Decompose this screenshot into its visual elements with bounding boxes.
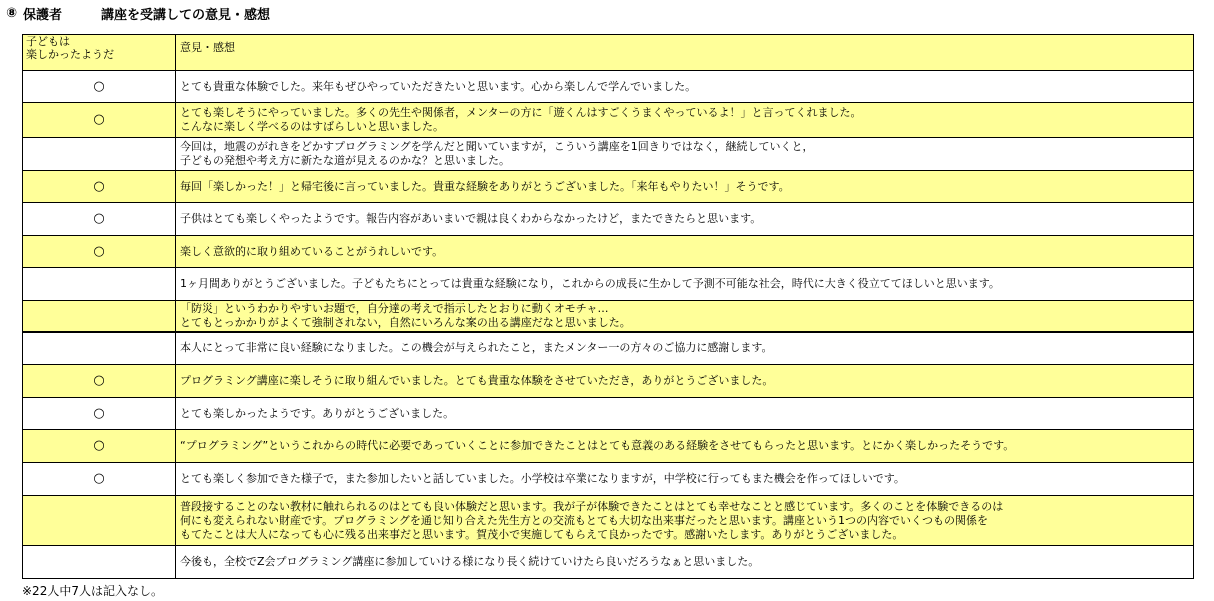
comment-line: とても楽しかったようです。ありがとうございました。 xyxy=(180,406,455,420)
comment-line: とても楽しそうにやっていました。多くの先生や関係者，メンターの方に「遊くんはすごくうまくやっているよ！」と言ってくれました。 xyxy=(180,106,862,119)
enjoyed-mark-cell xyxy=(23,268,176,301)
table-row xyxy=(23,301,1194,332)
comment-line: とてもとっかかりがよくて強制されない，自然にいろんな案の出る講座だなと思いました。 xyxy=(180,315,631,329)
comment-line: とても楽しく参加できた様子で，また参加したいと話していました。小学校は卒業になりますが，中学校に行ってもまた機会を作ってほしいです。 xyxy=(180,472,905,485)
comment-cell xyxy=(176,138,1194,171)
comment-line: 毎回「楽しかった！」と帰宅後に言っていました。貴重な経験をありがとうございました。「来年もやりたい！」そうです。 xyxy=(180,179,790,193)
enjoyed-mark-cell: ○ xyxy=(23,430,176,463)
comment-line: 楽しく意欲的に取り組めていることがうれしいです。 xyxy=(180,244,444,258)
table-row xyxy=(23,236,1194,268)
enjoyed-mark-cell: ○ xyxy=(23,365,176,398)
comment-line: 普段接することのない教材に触れられるのはとても良い体験だと思います。我が子が体験できたことはとても幸せなことと感じています。多くのことを体験できるのは xyxy=(180,499,1004,513)
comment-line: 1ヶ月間ありがとうございました。子どもたちにとっては貴重な経験になり，これからの成長に生かして予測不可能な社会，時代に大きく役立ててほしいと思います。 xyxy=(180,277,1000,290)
comment-line: 何にも変えられない財産です。プログラミングを通じ知り合えた先生方との交流もとても大切な出来事だったと思います。講座という1つの内容でいくつもの関係を xyxy=(180,513,989,527)
enjoyed-mark-cell: ○ xyxy=(23,203,176,236)
table-row xyxy=(23,430,1194,463)
comment-line: もてたことは大人になっても心に残る出来事だと思います。賀茂小で実施してもらえて良かったです。感謝いたします。ありがとうございました。 xyxy=(180,527,904,541)
comment-line: 子供はとても楽しくやったようです。報告内容があいまいで親は良くわからなかったけど，またできたらと思います。 xyxy=(180,212,762,225)
comment-line: 今回は，地震のがれきをどかすプログラミングを学んだと聞いていますが，こういう講座を1回きりではなく，継続していくと， xyxy=(180,140,814,153)
enjoyed-mark-cell xyxy=(23,546,176,579)
table-row xyxy=(23,496,1194,546)
comments-column-header: 意見・感想 xyxy=(176,35,1194,71)
comment-cell xyxy=(176,301,1194,332)
enjoyed-mark-cell xyxy=(23,496,176,546)
enjoyed-mark-cell: ○ xyxy=(23,103,176,138)
table-row xyxy=(23,203,1194,236)
comment-line: プログラミング講座に楽しそうに取り組んでいました。とても貴重な体験をさせていただき，ありがとうございました。 xyxy=(180,374,774,387)
table-row xyxy=(23,71,1194,103)
table-row xyxy=(23,398,1194,430)
enjoyed-mark-cell: ○ xyxy=(23,171,176,203)
enjoyed-column-header xyxy=(23,35,176,71)
comment-cell xyxy=(176,203,1194,236)
comment-cell xyxy=(176,268,1194,301)
enjoyed-mark-cell: ○ xyxy=(23,463,176,496)
comment-cell xyxy=(176,332,1194,365)
enjoyed-mark-cell: ○ xyxy=(23,236,176,268)
comment-line: 本人にとって非常に良い経験になりました。この機会が与えられたこと，またメンター一の方々のご協力に感謝します。 xyxy=(180,341,773,355)
section-title: 講座を受講しての意見・感想 xyxy=(101,7,271,23)
footnote: ※22人中7人は記入なし。 xyxy=(22,584,163,598)
table-row xyxy=(23,103,1194,138)
table-row xyxy=(23,365,1194,398)
enjoyed-mark-cell: ○ xyxy=(23,71,176,103)
comment-cell xyxy=(176,463,1194,496)
comment-line: 「防災」というわかりやすいお題で，自分達の考えで指示したとおりに動くオモチャ… xyxy=(180,301,609,315)
table-row xyxy=(23,332,1194,365)
feedback-table xyxy=(22,34,1194,579)
comment-cell xyxy=(176,430,1194,463)
comment-cell xyxy=(176,365,1194,398)
table-row xyxy=(23,268,1194,301)
enjoyed-header-line-1: 子どもは xyxy=(26,35,70,48)
comment-cell xyxy=(176,496,1194,546)
table-row xyxy=(23,171,1194,203)
comment-cell xyxy=(176,103,1194,138)
enjoyed-mark-cell xyxy=(23,138,176,171)
comment-cell xyxy=(176,171,1194,203)
table-row xyxy=(23,546,1194,579)
table-row xyxy=(23,463,1194,496)
comment-line: こんなに楽しく学べるのはすばらしいと思いました。 xyxy=(180,120,444,133)
comment-line: 子どもの発想や考え方に新たな道が見えるのかな？と思いました。 xyxy=(180,154,510,167)
comment-line: “プログラミング”というこれからの時代に必要であっていくことに参加できたことはとても意義のある経験をさせてもらったと思います。とにかく楽しかったそうです。 xyxy=(180,439,1015,452)
enjoyed-mark-cell xyxy=(23,301,176,332)
section-number: ⑧ xyxy=(6,5,18,21)
enjoyed-mark-cell: ○ xyxy=(23,398,176,430)
enjoyed-mark-cell xyxy=(23,332,176,365)
table-row xyxy=(23,138,1194,171)
comment-line: とても貴重な体験でした。来年もぜひやっていただきたいと思います。心から楽しんで学んでいました。 xyxy=(180,79,697,93)
comment-cell xyxy=(176,236,1194,268)
table-header-row xyxy=(23,35,1194,71)
comment-cell xyxy=(176,398,1194,430)
comment-cell xyxy=(176,71,1194,103)
comment-line: 今後も，全校でZ会プログラミング講座に参加していける様になり長く続けていけたら良いだろうなぁと思いました。 xyxy=(180,555,760,568)
enjoyed-header-line-2: 楽しかったようだ xyxy=(26,48,114,61)
respondent-group: 保護者 xyxy=(23,7,63,23)
section-header xyxy=(6,3,270,23)
comment-cell xyxy=(176,546,1194,579)
